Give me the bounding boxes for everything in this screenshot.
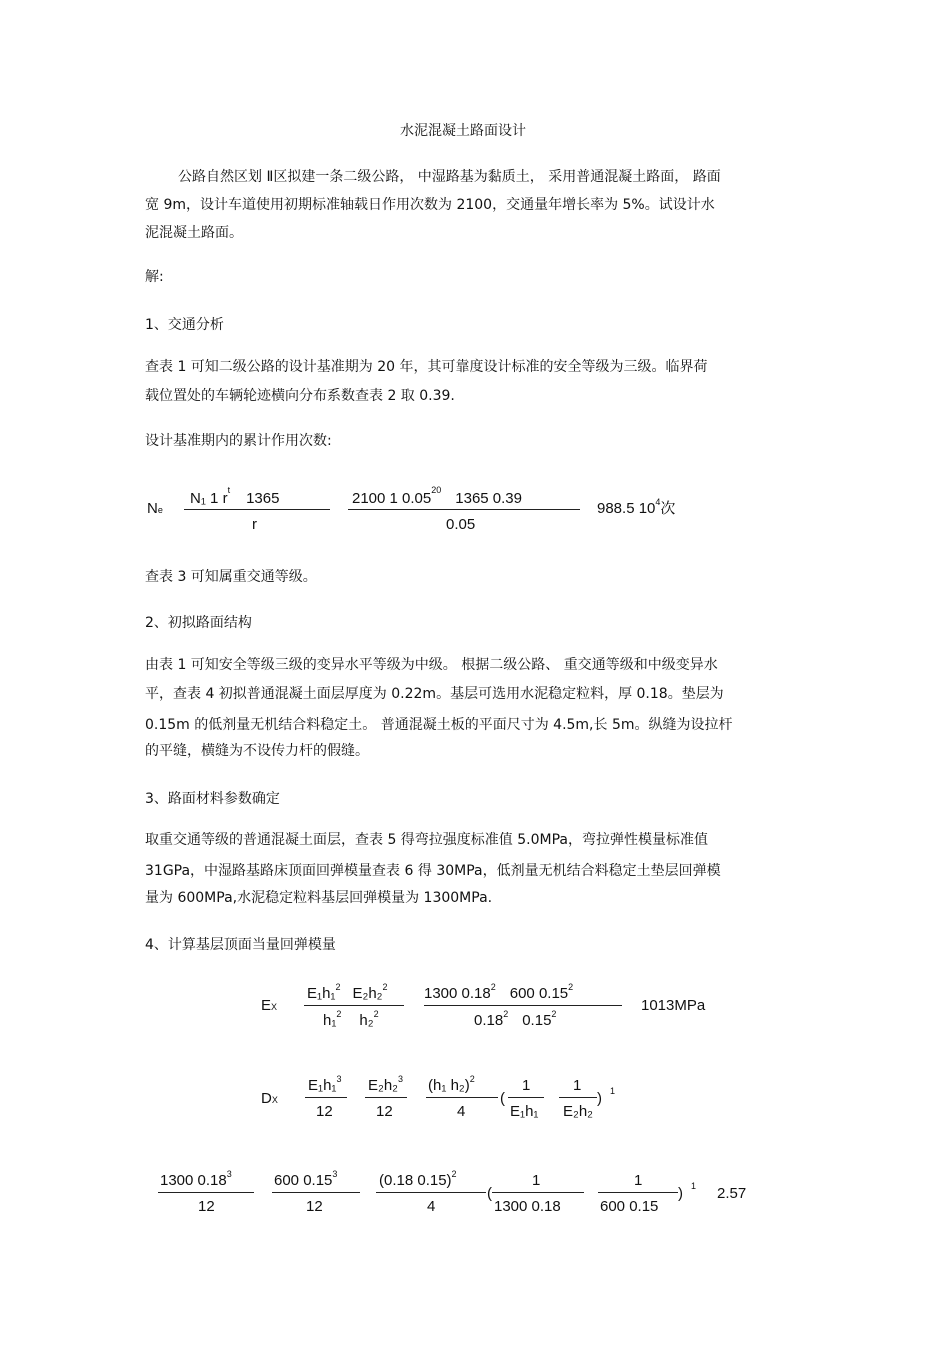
eq-dxn-f3-den: 4 [427,1198,436,1215]
eq-dxn-f1-bar [158,1192,254,1193]
eq-dx-exp: 1 [610,1086,616,1096]
eq-ex-frac1-den: h₁$^2$ h₂$^2$ [323,1009,379,1029]
section-heading: 4、计算基层顶面当量回弹模量 [145,937,336,953]
eq-dx-f4-num: 1 [522,1077,531,1094]
eq-ex-frac1-bar [304,1005,404,1006]
eq-dxn-f2-num: 600 0.15$^3$ [274,1169,338,1189]
paragraph-line: 量为 600MPa,水泥稳定粒料基层回弹模量为 1300MPa. [145,890,493,906]
eq-dxn-f3-num: (0.18 0.15)$^2$ [379,1169,457,1189]
intro-line: 公路自然区划 Ⅱ区拟建一条二级公路， 中湿路基为黏质土， 采用普通混凝土路面， 路面 [178,169,721,185]
eq-dx-rparen: ) [597,1090,602,1107]
eq-dx-f1-den: 12 [316,1103,333,1120]
eq-dx-f3-den: 4 [457,1103,466,1120]
eq-dxn-f4-num: 1 [532,1172,541,1189]
section-heading: 3、路面材料参数确定 [145,791,280,807]
eq-ex-result: 1013MPa [641,997,706,1014]
eq-ne-frac1-bar [184,509,330,510]
paragraph-line: 取重交通等级的普通混凝土面层，查表 5 得弯拉强度标准值 5.0MPa，弯拉弹性模量标准值 [145,832,708,848]
eq-ne-frac2-bar [348,509,580,510]
solution-label: 解: [145,269,164,285]
eq-dxn-f5-num: 1 [634,1172,643,1189]
eq-dxn-f2-bar [272,1192,360,1193]
eq-ex-lhs: EX [261,997,278,1014]
eq-dx-lhs: DX [261,1090,278,1107]
eq-dxn-result: 2.57 [717,1185,747,1202]
paragraph-line: 平，查表 4 初拟普通混凝土面层厚度为 0.22m。基层可选用水泥稳定粒料，厚 0.18。垫层为 [145,686,724,702]
eq-dxn-rparen: ) [678,1185,683,1202]
eq-dxn-f4-den: 1300 0.18 [494,1198,561,1215]
paragraph-line: 设计基准期内的累计作用次数: [145,433,332,449]
eq-ne-frac1-den: r [252,516,257,533]
eq-dxn-f5-den: 600 0.15 [600,1198,659,1215]
eq-dxn-f2-den: 12 [306,1198,323,1215]
eq-dx-f5-bar [559,1097,597,1098]
eq-dx-f2-den: 12 [376,1103,393,1120]
eq-ne-frac1-num: N₁ 1 $r^t$ 1365 [190,485,280,507]
eq-dxn-exp: 1 [691,1181,697,1191]
eq-dx-f4-den: E₁h₁ [510,1103,539,1120]
eq-ex-frac2-bar [424,1005,622,1006]
eq-ne-frac2-num: 2100 1 0.05$^{20}$ 1365 0.39 [352,485,522,507]
eq-ne-result: 988.5 $10^4$次 [597,497,676,517]
eq-dx-f1-bar [305,1097,347,1098]
paragraph-line: 查表 3 可知属重交通等级。 [145,569,317,585]
eq-ex-frac2-den: 0.18$^2$ 0.15$^2$ [474,1009,557,1029]
document-title: 水泥混凝土路面设计 [400,123,526,139]
eq-dx-f2-num: E₂h₂$^3$ [368,1074,404,1094]
paragraph-line: 0.15m 的低剂量无机结合料稳定土。 普通混凝土板的平面尺寸为 4.5m,长 5m。纵缝为设拉杆 [145,717,733,733]
eq-dxn-f1-den: 12 [198,1198,215,1215]
eq-ex-frac2-num: 1300 0.18$^2$ 600 0.15$^2$ [424,982,574,1002]
paragraph-line: 由表 1 可知安全等级三级的变异水平等级为中级。 根据二级公路、 重交通等级和中级变异水 [145,657,718,673]
intro-line: 泥混凝土路面。 [145,225,243,241]
section-heading: 2、初拟路面结构 [145,615,252,631]
paragraph-line: 的平缝，横缝为不设传力杆的假缝。 [145,743,369,759]
eq-dxn-f4-bar [492,1192,584,1193]
eq-dx-lparen: ( [500,1090,505,1107]
eq-dx-f1-num: E₁h₁$^3$ [308,1074,342,1094]
eq-dx-f4-bar [508,1097,544,1098]
section-heading: 1、交通分析 [145,317,224,333]
eq-ex-frac1-num: E₁h₁$^2$ E₂h₂$^2$ [307,982,388,1002]
eq-dx-f2-bar [365,1097,407,1098]
eq-ne-lhs: Ne [147,500,163,517]
eq-dx-f3-bar [426,1097,498,1098]
eq-dxn-f1-num: 1300 0.18$^3$ [160,1169,232,1189]
eq-dxn-f3-bar [376,1192,486,1193]
paragraph-line: 31GPa，中湿路基路床顶面回弹模量查表 6 得 30MPa，低剂量无机结合料稳定土垫层回弹模 [145,863,721,879]
eq-dx-f5-num: 1 [573,1077,582,1094]
paragraph-line: 载位置处的车辆轮迹横向分布系数查表 2 取 0.39. [145,388,455,404]
eq-dxn-f5-bar [598,1192,678,1193]
eq-dxn-lparen: ( [487,1185,492,1202]
intro-line: 宽 9m，设计车道使用初期标准轴载日作用次数为 2100，交通量年增长率为 5%。试设计水 [145,197,715,213]
eq-dx-f5-den: E₂h₂ [563,1103,593,1120]
eq-ne-frac2-den: 0.05 [446,516,476,533]
eq-dx-f3-num: (h₁ h₂)$^2$ [428,1074,475,1094]
paragraph-line: 查表 1 可知二级公路的设计基准期为 20 年，其可靠度设计标准的安全等级为三级。临界荷 [145,359,708,375]
